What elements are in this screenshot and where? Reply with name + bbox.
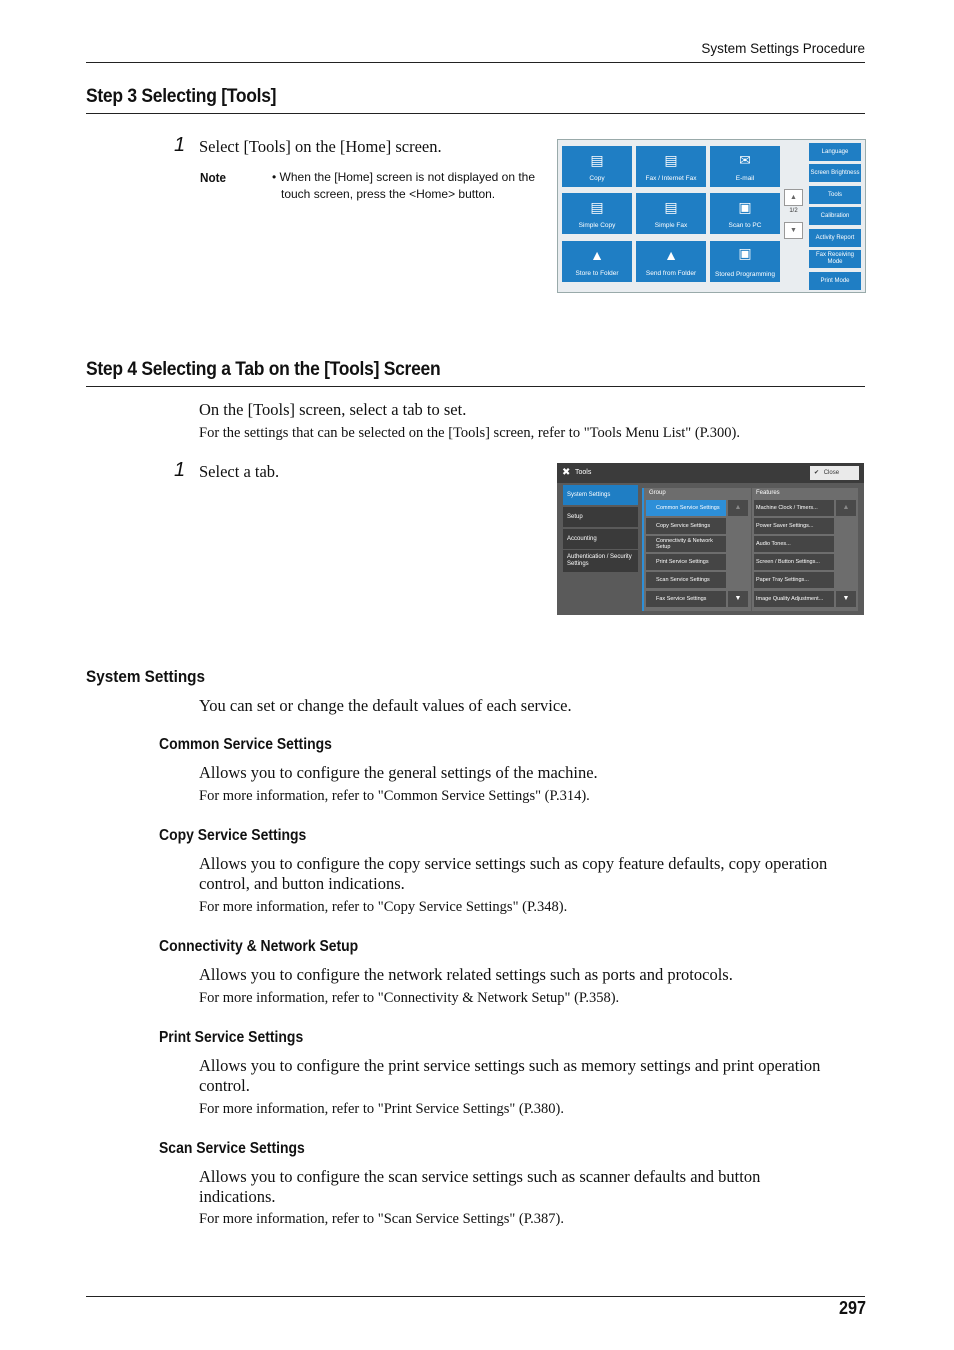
section-ref-print: For more information, refer to "Print Service Settings" (P.380). <box>199 1101 565 1117</box>
section-title-connectivity: Connectivity & Network Setup <box>159 938 359 955</box>
tile-simple-fax[interactable]: ▤ Simple Fax <box>636 193 706 234</box>
envelope-icon: ✉ <box>739 152 751 168</box>
system-settings-description: You can set or change the default values of each service. <box>199 696 572 715</box>
system-settings-heading: System Settings <box>86 667 206 686</box>
check-icon: ✔ <box>814 470 820 476</box>
fax-receiving-mode-button[interactable]: Fax Receiving Mode <box>809 250 861 268</box>
folder-icon: ▲ <box>664 247 678 263</box>
tile-stored-programming[interactable]: ▣ Stored Programming <box>710 241 780 282</box>
tab-system-settings[interactable]: System Settings <box>563 485 638 505</box>
group-item-print[interactable]: Print Service Settings <box>646 554 726 570</box>
step3-number: 1 <box>174 134 186 156</box>
feature-paper-tray[interactable]: Paper Tray Settings... <box>754 572 834 588</box>
section-title-common: Common Service Settings <box>159 736 332 753</box>
copy-icon: ▤ <box>590 152 604 168</box>
section-title-print: Print Service Settings <box>159 1029 304 1046</box>
group-header: Group <box>649 490 666 496</box>
features-scroll-down[interactable]: ▼ <box>836 591 856 607</box>
tools-icon: ✖ <box>562 467 571 478</box>
feature-image-quality[interactable]: Image Quality Adjustment... <box>754 591 834 607</box>
group-panel-accent <box>642 488 644 611</box>
print-mode-button[interactable]: Print Mode <box>809 272 861 290</box>
step4-number: 1 <box>174 459 186 481</box>
note-text: • When the [Home] screen is not displayed on the touch screen, press the <Home> button. <box>272 170 536 201</box>
close-button[interactable]: ✔ Close <box>810 466 859 480</box>
tile-scan-to-pc[interactable]: ▣ Scan to PC <box>710 193 780 234</box>
tile-simple-copy[interactable]: ▤ Simple Copy <box>562 193 632 234</box>
section-ref-connectivity: For more information, refer to "Connectivity & Network Setup" (P.358). <box>199 990 620 1006</box>
group-item-connectivity[interactable]: Connectivity & Network Setup <box>646 536 726 552</box>
group-scroll-down[interactable]: ▼ <box>728 591 748 607</box>
feature-audio-tones[interactable]: Audio Tones... <box>754 536 834 552</box>
step3-heading: Step 3 Selecting [Tools] <box>86 86 277 107</box>
home-screen-image <box>557 139 866 293</box>
step3-instruction: Select [Tools] on the [Home] screen. <box>199 137 442 156</box>
screen-brightness-button[interactable]: Screen Brightness <box>809 164 861 182</box>
tools-title: Tools <box>575 469 592 476</box>
section-text-copy: Allows you to configure the copy service settings such as copy feature defaults, copy operation control, and button indications. <box>199 854 828 893</box>
tab-accounting[interactable]: Accounting <box>563 529 638 549</box>
monitor-icon: ▣ <box>738 199 752 215</box>
section-ref-common: For more information, refer to "Common Service Settings" (P.314). <box>199 788 590 804</box>
tab-authentication-security[interactable]: Authentication / Security Settings <box>563 550 638 572</box>
activity-report-button[interactable]: Activity Report <box>809 229 861 247</box>
section-ref-scan: For more information, refer to "Scan Service Settings" (P.387). <box>199 1211 564 1227</box>
section-text-scan: Allows you to configure the scan service settings such as scanner defaults and button indications. <box>199 1167 761 1206</box>
fax-icon: ▤ <box>664 199 678 215</box>
step4-intro: On the [Tools] screen, select a tab to set. <box>199 400 467 419</box>
tools-title-bar <box>557 463 864 483</box>
header-rule <box>86 62 865 63</box>
group-scroll-up[interactable]: ▲ <box>728 500 748 516</box>
note-label: Note <box>200 170 227 185</box>
feature-power-saver[interactable]: Power Saver Settings... <box>754 518 834 534</box>
folder-icon: ▲ <box>590 247 604 263</box>
step4-instruction: Select a tab. <box>199 462 280 481</box>
copy-icon: ▤ <box>590 199 604 215</box>
group-item-fax[interactable]: Fax Service Settings <box>646 591 726 607</box>
step3-rule <box>86 113 865 114</box>
group-item-scan[interactable]: Scan Service Settings <box>646 572 726 588</box>
section-title-copy: Copy Service Settings <box>159 827 307 844</box>
section-ref-copy: For more information, refer to "Copy Service Settings" (P.348). <box>199 899 568 915</box>
page-up-button[interactable]: ▲ <box>784 189 803 206</box>
page-down-button[interactable]: ▼ <box>784 222 803 239</box>
features-scroll-up[interactable]: ▲ <box>836 500 856 516</box>
calibration-button[interactable]: Calibration <box>809 207 861 225</box>
page-indicator: 1/2 <box>789 208 798 214</box>
feature-machine-clock[interactable]: Machine Clock / Timers... <box>754 500 834 516</box>
section-title-scan: Scan Service Settings <box>159 1140 305 1157</box>
tab-setup[interactable]: Setup <box>563 507 638 527</box>
tile-send-from-folder[interactable]: ▲ Send from Folder <box>636 241 706 282</box>
tile-email[interactable]: ✉ E-mail <box>710 146 780 187</box>
step4-intro-ref: For the settings that can be selected on the [Tools] screen, refer to "Tools Menu List" (P.300). <box>199 425 740 441</box>
group-item-copy[interactable]: Copy Service Settings <box>646 518 726 534</box>
fax-icon: ▤ <box>664 152 678 168</box>
tile-fax[interactable]: ▤ Fax / Internet Fax <box>636 146 706 187</box>
tile-copy[interactable]: ▤ Copy <box>562 146 632 187</box>
tools-button[interactable]: Tools <box>809 186 861 204</box>
group-item-common[interactable]: Common Service Settings <box>646 500 726 516</box>
feature-screen-button[interactable]: Screen / Button Settings... <box>754 554 834 570</box>
running-title: System Settings Procedure <box>701 41 865 56</box>
section-text-print: Allows you to configure the print service settings such as memory settings and print operation control. <box>199 1056 821 1095</box>
section-text-connectivity: Allows you to configure the network related settings such as ports and protocols. <box>199 965 733 984</box>
language-button[interactable]: Language <box>809 143 861 161</box>
features-header: Features <box>756 490 780 496</box>
step4-heading: Step 4 Selecting a Tab on the [Tools] Screen <box>86 359 441 380</box>
tile-store-to-folder[interactable]: ▲ Store to Folder <box>562 241 632 282</box>
step4-rule <box>86 386 865 387</box>
page-number: 297 <box>838 1298 866 1318</box>
footer-rule <box>86 1296 865 1297</box>
tools-screen-image <box>557 463 864 615</box>
disk-icon: ▣ <box>738 245 752 261</box>
section-text-common: Allows you to configure the general settings of the machine. <box>199 763 598 782</box>
